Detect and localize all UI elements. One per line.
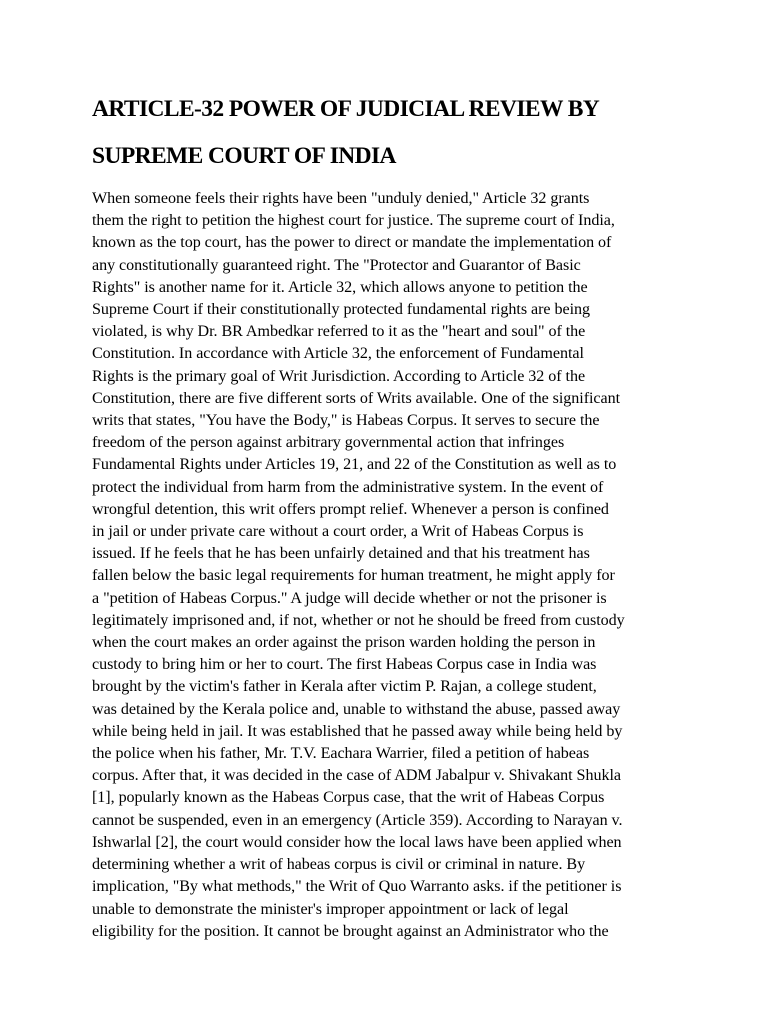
text-line: Supreme Court if their constitutionally protected fundamental rights are being [92, 301, 591, 319]
text-line: fallen below the basic legal requirements for human treatment, he might apply for [92, 567, 615, 585]
text-line: legitimately imprisoned and, if not, whether or not he should be freed from custody [92, 611, 625, 629]
text-line: Ishwarlal [2], the court would consider how the local laws have been applied when [92, 833, 622, 851]
text-line: When someone feels their rights have been "unduly denied," Article 32 grants [92, 190, 590, 207]
document-title [92, 86, 682, 180]
text-line: Constitution. In accordance with Article 32, the enforcement of Fundamental [92, 345, 584, 363]
text-line: wrongful detention, this writ offers prompt relief. Whenever a person is confined [92, 500, 609, 518]
text-line: cannot be suspended, even in an emergency (Article 359). According to Narayan v. [92, 811, 623, 829]
title-line: SUPREME COURT OF INDIA [92, 143, 396, 169]
text-line: freedom of the person against arbitrary governmental action that infringes [92, 434, 565, 452]
text-line: determining whether a writ of habeas corpus is civil or criminal in nature. By [92, 856, 586, 874]
text-line: them the right to petition the highest court for justice. The supreme court of India, [92, 212, 615, 230]
text-line: custody to bring him or her to court. The first Habeas Corpus case in India was [92, 656, 597, 674]
text-line: Fundamental Rights under Articles 19, 21, and 22 of the Constitution as well as to [92, 456, 617, 474]
text-line: issued. If he feels that he has been unfairly detained and that his treatment has [92, 545, 590, 563]
text-line: unable to demonstrate the minister's improper appointment or lack of legal [92, 900, 569, 918]
text-line: known as the top court, has the power to direct or mandate the implementation of [92, 234, 612, 252]
text-line: violated, is why Dr. BR Ambedkar referred to it as the "heart and soul" of the [92, 323, 586, 341]
text-line: corpus. After that, it was decided in the case of ADM Jabalpur v. Shivakant Shukla [92, 767, 621, 785]
text-line: Rights" is another name for it. Article 32, which allows anyone to petition the [92, 278, 588, 296]
text-line: the police when his father, Mr. T.V. Eachara Warrier, filed a petition of habeas [92, 745, 590, 763]
text-line: implication, "By what methods," the Writ of Quo Warranto asks. if the petitioner is [92, 878, 622, 896]
text-line: [1], popularly known as the Habeas Corpus case, that the writ of Habeas Corpus [92, 789, 605, 807]
text-line: Constitution, there are five different sorts of Writs available. One of the significant [92, 389, 621, 407]
document-page [92, 86, 682, 943]
body-paragraph [92, 188, 682, 943]
text-line: was detained by the Kerala police and, unable to withstand the abuse, passed away [92, 700, 621, 718]
text-line: while being held in jail. It was established that he passed away while being held by [92, 722, 623, 740]
text-line: Rights is the primary goal of Writ Jurisdiction. According to Article 32 of the [92, 367, 586, 385]
text-line: protect the individual from harm from the administrative system. In the event of [92, 478, 604, 496]
text-line: in jail or under private care without a court order, a Writ of Habeas Corpus is [92, 523, 584, 541]
text-line: a "petition of Habeas Corpus." A judge will decide whether or not the prisoner is [92, 589, 607, 607]
text-line: brought by the victim's father in Kerala after victim P. Rajan, a college student, [92, 678, 597, 696]
title-line: ARTICLE-32 POWER OF JUDICIAL REVIEW BY [92, 96, 600, 122]
text-line: any constitutionally guaranteed right. The "Protector and Guarantor of Basic [92, 256, 581, 274]
text-line: writs that states, "You have the Body," is Habeas Corpus. It serves to secure the [92, 412, 600, 430]
text-line: eligibility for the position. It cannot be brought against an Administrator who the [92, 922, 609, 940]
text-line: when the court makes an order against the prison warden holding the person in [92, 634, 596, 652]
